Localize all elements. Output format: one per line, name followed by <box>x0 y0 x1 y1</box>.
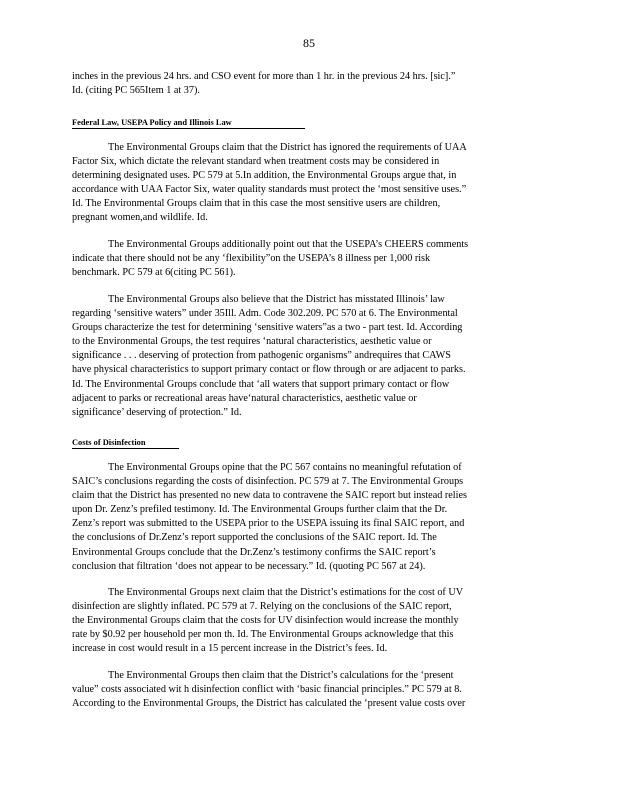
text-line: Id. The Environmental Groups conclude that ‘all waters that support primary contact or flow <box>72 378 450 390</box>
text-line: The Environmental Groups opine that the PC 567 contains no meaningful refutation of <box>108 462 462 473</box>
text-line: The Environmental Groups claim that the District has ignored the requirements of UAA <box>108 142 467 153</box>
paragraph-2 <box>72 238 540 280</box>
section-heading-federal-law: Federal Law, USEPA Policy and Illinois Law <box>72 118 232 127</box>
text-line: have physical characteristics to support primary contact or flow through or are adjacent to parks. <box>72 364 466 376</box>
text-line: value” costs associated wit h disinfection conflict with ‘basic financial principles.” PC 579 at 8. <box>72 684 462 696</box>
text-line: to the Environmental Groups, the test requires ‘natural characteristics, aesthetic value or <box>72 336 432 348</box>
paragraph-6 <box>72 669 540 711</box>
text-line: According to the Environmental Groups, the District has calculated the ‘present value costs over <box>72 698 466 710</box>
text-line: The Environmental Groups next claim that the District’s estimations for the cost of UV <box>108 587 464 598</box>
text-line: significance . . . deserving of protection from pathogenic organisms” andrequires that CAWS <box>72 350 451 362</box>
text-line: conclusion that filtration ‘does not appear to be necessary.” Id. (quoting PC 567 at 24). <box>72 560 426 572</box>
text-line: increase in cost would result in a 15 percent increase in the District’s fees. Id. <box>72 643 388 655</box>
text-line: The Environmental Groups also believe that the District has misstated Illinois’ law <box>108 294 445 305</box>
text-line: The Environmental Groups additionally point out that the USEPA’s CHEERS comments <box>108 239 469 250</box>
paragraph-5 <box>72 586 540 656</box>
text-line: benchmark. PC 579 at 6(citing PC 561). <box>72 267 236 279</box>
page-number: 85 <box>303 36 315 50</box>
text-line: accordance with UAA Factor Six, water quality standards must protect the ‘most sensitive uses.” <box>72 184 467 196</box>
section-heading-costs: Costs of Disinfection <box>72 438 146 447</box>
text-line: indicate that there should not be any ‘flexibility”on the USEPA’s 8 illness per 1,000 risk <box>72 253 431 265</box>
text-line: Groups characterize the test for determining ‘sensitive waters”as a two - part test. Id. According <box>72 322 463 334</box>
text-line: Environmental Groups conclude that the Dr.Zenz’s testimony confirms the SAIC report’s <box>72 546 436 558</box>
text-line: the conclusions of Dr.Zenz’s report supported the conclusions of the SAIC report. Id. The <box>72 532 437 544</box>
text-line: Id. (citing PC 565Item 1 at 37). <box>72 85 200 97</box>
heading-underline <box>72 448 179 449</box>
text-line: Id. The Environmental Groups claim that in this case the most sensitive users are children, <box>72 198 441 210</box>
text-line: Zenz’s report was submitted to the USEPA prior to the USEPA issuing its final SAIC report, and <box>72 518 465 530</box>
heading-underline <box>72 128 305 129</box>
text-line: pregnant women,and wildlife. Id. <box>72 212 208 224</box>
text-line: inches in the previous 24 hrs. and CSO event for more than 1 hr. in the previous 24 hrs. [sic].” <box>72 71 456 82</box>
text-line: Factor Six, which dictate the relevant standard when treatment costs may be considered in <box>72 156 440 168</box>
paragraph-1 <box>72 141 540 226</box>
text-line: significance’ deserving of protection.” Id. <box>72 406 242 418</box>
paragraph-4 <box>72 461 540 574</box>
text-line: rate by $0.92 per household per mon th. Id. The Environmental Groups acknowledge that this <box>72 629 454 641</box>
paragraph-3 <box>72 293 540 420</box>
text-line: the Environmental Groups claim that the costs for UV disinfection would increase the monthly <box>72 615 459 627</box>
text-line: disinfection are slightly inflated. PC 579 at 7. Relying on the conclusions of the SAIC report, <box>72 601 452 613</box>
text-line: claim that the District has presented no new data to contravene the SAIC report but instead relies <box>72 490 467 502</box>
text-line: regarding ‘sensitive waters” under 35Ill. Adm. Code 302.209. PC 570 at 6. The Environmental <box>72 308 458 320</box>
text-line: determining designated uses. PC 579 at 5.In addition, the Environmental Groups argue that, in <box>72 170 457 182</box>
text-line: adjacent to parks or recreational areas have‘natural characteristics, aesthetic value or <box>72 392 417 404</box>
text-line: The Environmental Groups then claim that the District’s calculations for the ‘present <box>108 670 454 681</box>
text-line: upon Dr. Zenz’s prefiled testimony. Id. The Environmental Groups further claim that the Dr. <box>72 504 448 516</box>
text-line: SAIC’s conclusions regarding the costs of disinfection. PC 579 at 7. The Environmental Groups <box>72 476 464 488</box>
intro-paragraph <box>72 70 540 98</box>
